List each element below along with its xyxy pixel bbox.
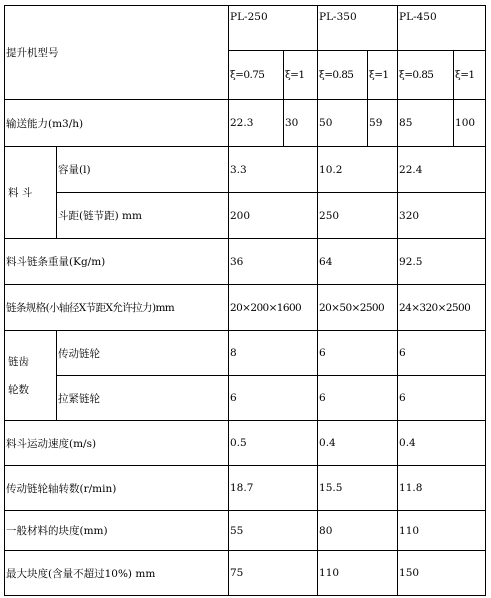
chain-weight-value: 64 bbox=[319, 255, 333, 268]
value-cell bbox=[229, 239, 318, 285]
lump-size-row bbox=[5, 511, 486, 551]
capacity-value: 85 bbox=[399, 117, 413, 129]
sprocket-group-cell bbox=[5, 331, 57, 421]
shaft-rpm-value: 11.8 bbox=[399, 482, 423, 494]
max-lump-row bbox=[5, 551, 486, 596]
value-cell bbox=[229, 421, 318, 466]
row-label-cell bbox=[57, 193, 229, 239]
xi-value: ξ=0.85 bbox=[319, 69, 354, 81]
value-cell bbox=[318, 239, 398, 285]
sprocket-group-label-line2: 轮数 bbox=[8, 383, 29, 396]
xi-cell bbox=[368, 51, 398, 100]
bucket-volume-value: 10.2 bbox=[319, 163, 343, 176]
header-row bbox=[5, 6, 486, 51]
shaft-rpm-row bbox=[5, 466, 486, 511]
model-label-cell bbox=[5, 6, 229, 100]
value-cell bbox=[398, 421, 486, 466]
model-label: 提升机型号 bbox=[6, 47, 59, 59]
value-cell bbox=[318, 193, 398, 239]
value-cell bbox=[284, 100, 318, 147]
row-label-cell bbox=[57, 376, 229, 421]
sprocket-tension-row bbox=[5, 376, 486, 421]
value-cell bbox=[398, 466, 486, 511]
value-cell bbox=[398, 551, 486, 596]
xi-value: ξ=1 bbox=[369, 69, 389, 81]
chain-spec-value: 20×200×1600 bbox=[230, 301, 302, 314]
xi-value: ξ=1 bbox=[285, 69, 305, 81]
value-cell bbox=[398, 147, 486, 193]
bucket-pitch-value: 320 bbox=[399, 209, 420, 222]
lump-size-value: 110 bbox=[399, 524, 420, 537]
xi-value: ξ=0.85 bbox=[399, 69, 434, 81]
value-cell bbox=[398, 193, 486, 239]
model-pl450: PL-450 bbox=[399, 11, 437, 23]
chain-weight-value: 92.5 bbox=[399, 255, 423, 268]
model-pl250: PL-250 bbox=[230, 11, 268, 23]
value-cell bbox=[229, 331, 318, 376]
row-label-cell bbox=[5, 100, 229, 147]
value-cell bbox=[229, 511, 318, 551]
shaft-rpm-value: 18.7 bbox=[230, 482, 254, 494]
value-cell bbox=[398, 511, 486, 551]
chain-weight-label: 料斗链条重量(Kg/m) bbox=[6, 256, 106, 268]
capacity-row bbox=[5, 100, 486, 147]
max-lump-value: 75 bbox=[230, 567, 244, 579]
speed-value: 0.4 bbox=[319, 437, 336, 449]
max-lump-value: 110 bbox=[319, 567, 340, 579]
bucket-volume-value: 22.4 bbox=[399, 163, 423, 176]
row-label-cell bbox=[5, 466, 229, 511]
speed-label: 料斗运动速度(m/s) bbox=[6, 437, 97, 450]
value-cell bbox=[318, 421, 398, 466]
row-label-cell bbox=[5, 239, 229, 285]
bucket-volume-value: 3.3 bbox=[230, 163, 247, 176]
capacity-value: 30 bbox=[285, 117, 299, 129]
sprocket-tension-value: 6 bbox=[399, 392, 406, 404]
row-label-cell bbox=[5, 511, 229, 551]
bucket-pitch-value: 250 bbox=[319, 209, 340, 222]
speed-value: 0.4 bbox=[399, 437, 416, 449]
value-cell bbox=[229, 147, 318, 193]
lump-size-label: 一般材料的块度(mm) bbox=[6, 525, 108, 537]
value-cell bbox=[318, 100, 368, 147]
value-cell bbox=[318, 331, 398, 376]
lump-size-value: 55 bbox=[230, 524, 244, 537]
value-cell bbox=[398, 376, 486, 421]
value-cell bbox=[229, 376, 318, 421]
sprocket-tension-value: 6 bbox=[319, 392, 326, 404]
row-label-cell bbox=[57, 331, 229, 376]
row-label-cell bbox=[5, 421, 229, 466]
value-cell bbox=[229, 193, 318, 239]
model-pl350: PL-350 bbox=[319, 11, 357, 23]
model-pl350-cell bbox=[318, 6, 398, 51]
shaft-rpm-value: 15.5 bbox=[319, 482, 343, 494]
value-cell bbox=[318, 551, 398, 596]
xi-cell bbox=[229, 51, 284, 100]
speed-row bbox=[5, 421, 486, 466]
value-cell bbox=[229, 551, 318, 596]
bucket-group-cell bbox=[5, 147, 57, 239]
value-cell bbox=[318, 285, 398, 331]
xi-value: ξ=0.75 bbox=[230, 69, 265, 81]
bucket-pitch-label: 斗距(链节距) mm bbox=[58, 210, 142, 222]
bucket-volume-label: 容量(l) bbox=[58, 164, 91, 176]
bucket-group-label: 料 斗 bbox=[8, 187, 33, 199]
chain-spec-row bbox=[5, 285, 486, 331]
model-pl450-cell bbox=[398, 6, 486, 51]
speed-value: 0.5 bbox=[230, 437, 247, 449]
xi-cell bbox=[454, 51, 486, 100]
row-label-cell bbox=[5, 285, 229, 331]
sprocket-drive-row bbox=[5, 331, 486, 376]
value-cell bbox=[398, 100, 454, 147]
value-cell bbox=[398, 239, 486, 285]
sprocket-tension-label: 拉紧链轮 bbox=[58, 392, 100, 405]
value-cell bbox=[398, 285, 486, 331]
xi-cell bbox=[318, 51, 368, 100]
value-cell bbox=[229, 100, 284, 147]
model-pl250-cell bbox=[229, 6, 318, 51]
xi-cell bbox=[398, 51, 454, 100]
capacity-value: 100 bbox=[455, 117, 476, 129]
capacity-label: 输送能力(m3/h) bbox=[6, 117, 84, 130]
chain-weight-row bbox=[5, 239, 486, 285]
bucket-volume-row bbox=[5, 147, 486, 193]
bucket-pitch-row bbox=[5, 193, 486, 239]
bucket-pitch-value: 200 bbox=[230, 209, 251, 222]
lump-size-value: 80 bbox=[319, 524, 333, 537]
value-cell bbox=[398, 331, 486, 376]
chain-spec-value: 24×320×2500 bbox=[399, 301, 471, 314]
sprocket-drive-label: 传动链轮 bbox=[58, 347, 100, 360]
sprocket-group-label-line1: 链齿 bbox=[8, 355, 29, 368]
sprocket-tension-value: 6 bbox=[230, 392, 237, 404]
row-label-cell bbox=[5, 551, 229, 596]
row-label-cell bbox=[57, 147, 229, 193]
spec-table bbox=[4, 5, 486, 596]
max-lump-label: 最大块度(含量不超过10%) mm bbox=[6, 567, 156, 580]
xi-cell bbox=[284, 51, 318, 100]
sprocket-drive-value: 6 bbox=[319, 347, 326, 359]
value-cell bbox=[454, 100, 486, 147]
value-cell bbox=[229, 466, 318, 511]
value-cell bbox=[318, 147, 398, 193]
capacity-value: 50 bbox=[319, 117, 333, 129]
xi-value: ξ=1 bbox=[455, 69, 475, 81]
sprocket-drive-value: 8 bbox=[230, 347, 237, 359]
value-cell bbox=[318, 466, 398, 511]
chain-spec-value: 20×50×2500 bbox=[319, 301, 385, 314]
value-cell bbox=[318, 376, 398, 421]
value-cell bbox=[368, 100, 398, 147]
value-cell bbox=[318, 511, 398, 551]
chain-spec-label: 链条规格(小轴径X节距X允许拉力)mm bbox=[6, 302, 175, 314]
chain-weight-value: 36 bbox=[230, 255, 244, 268]
sprocket-drive-value: 6 bbox=[399, 347, 406, 359]
capacity-value: 22.3 bbox=[230, 117, 254, 129]
shaft-rpm-label: 传动链轮轴转数(r/min) bbox=[6, 482, 117, 495]
max-lump-value: 150 bbox=[399, 567, 420, 579]
capacity-value: 59 bbox=[369, 117, 383, 129]
value-cell bbox=[229, 285, 318, 331]
